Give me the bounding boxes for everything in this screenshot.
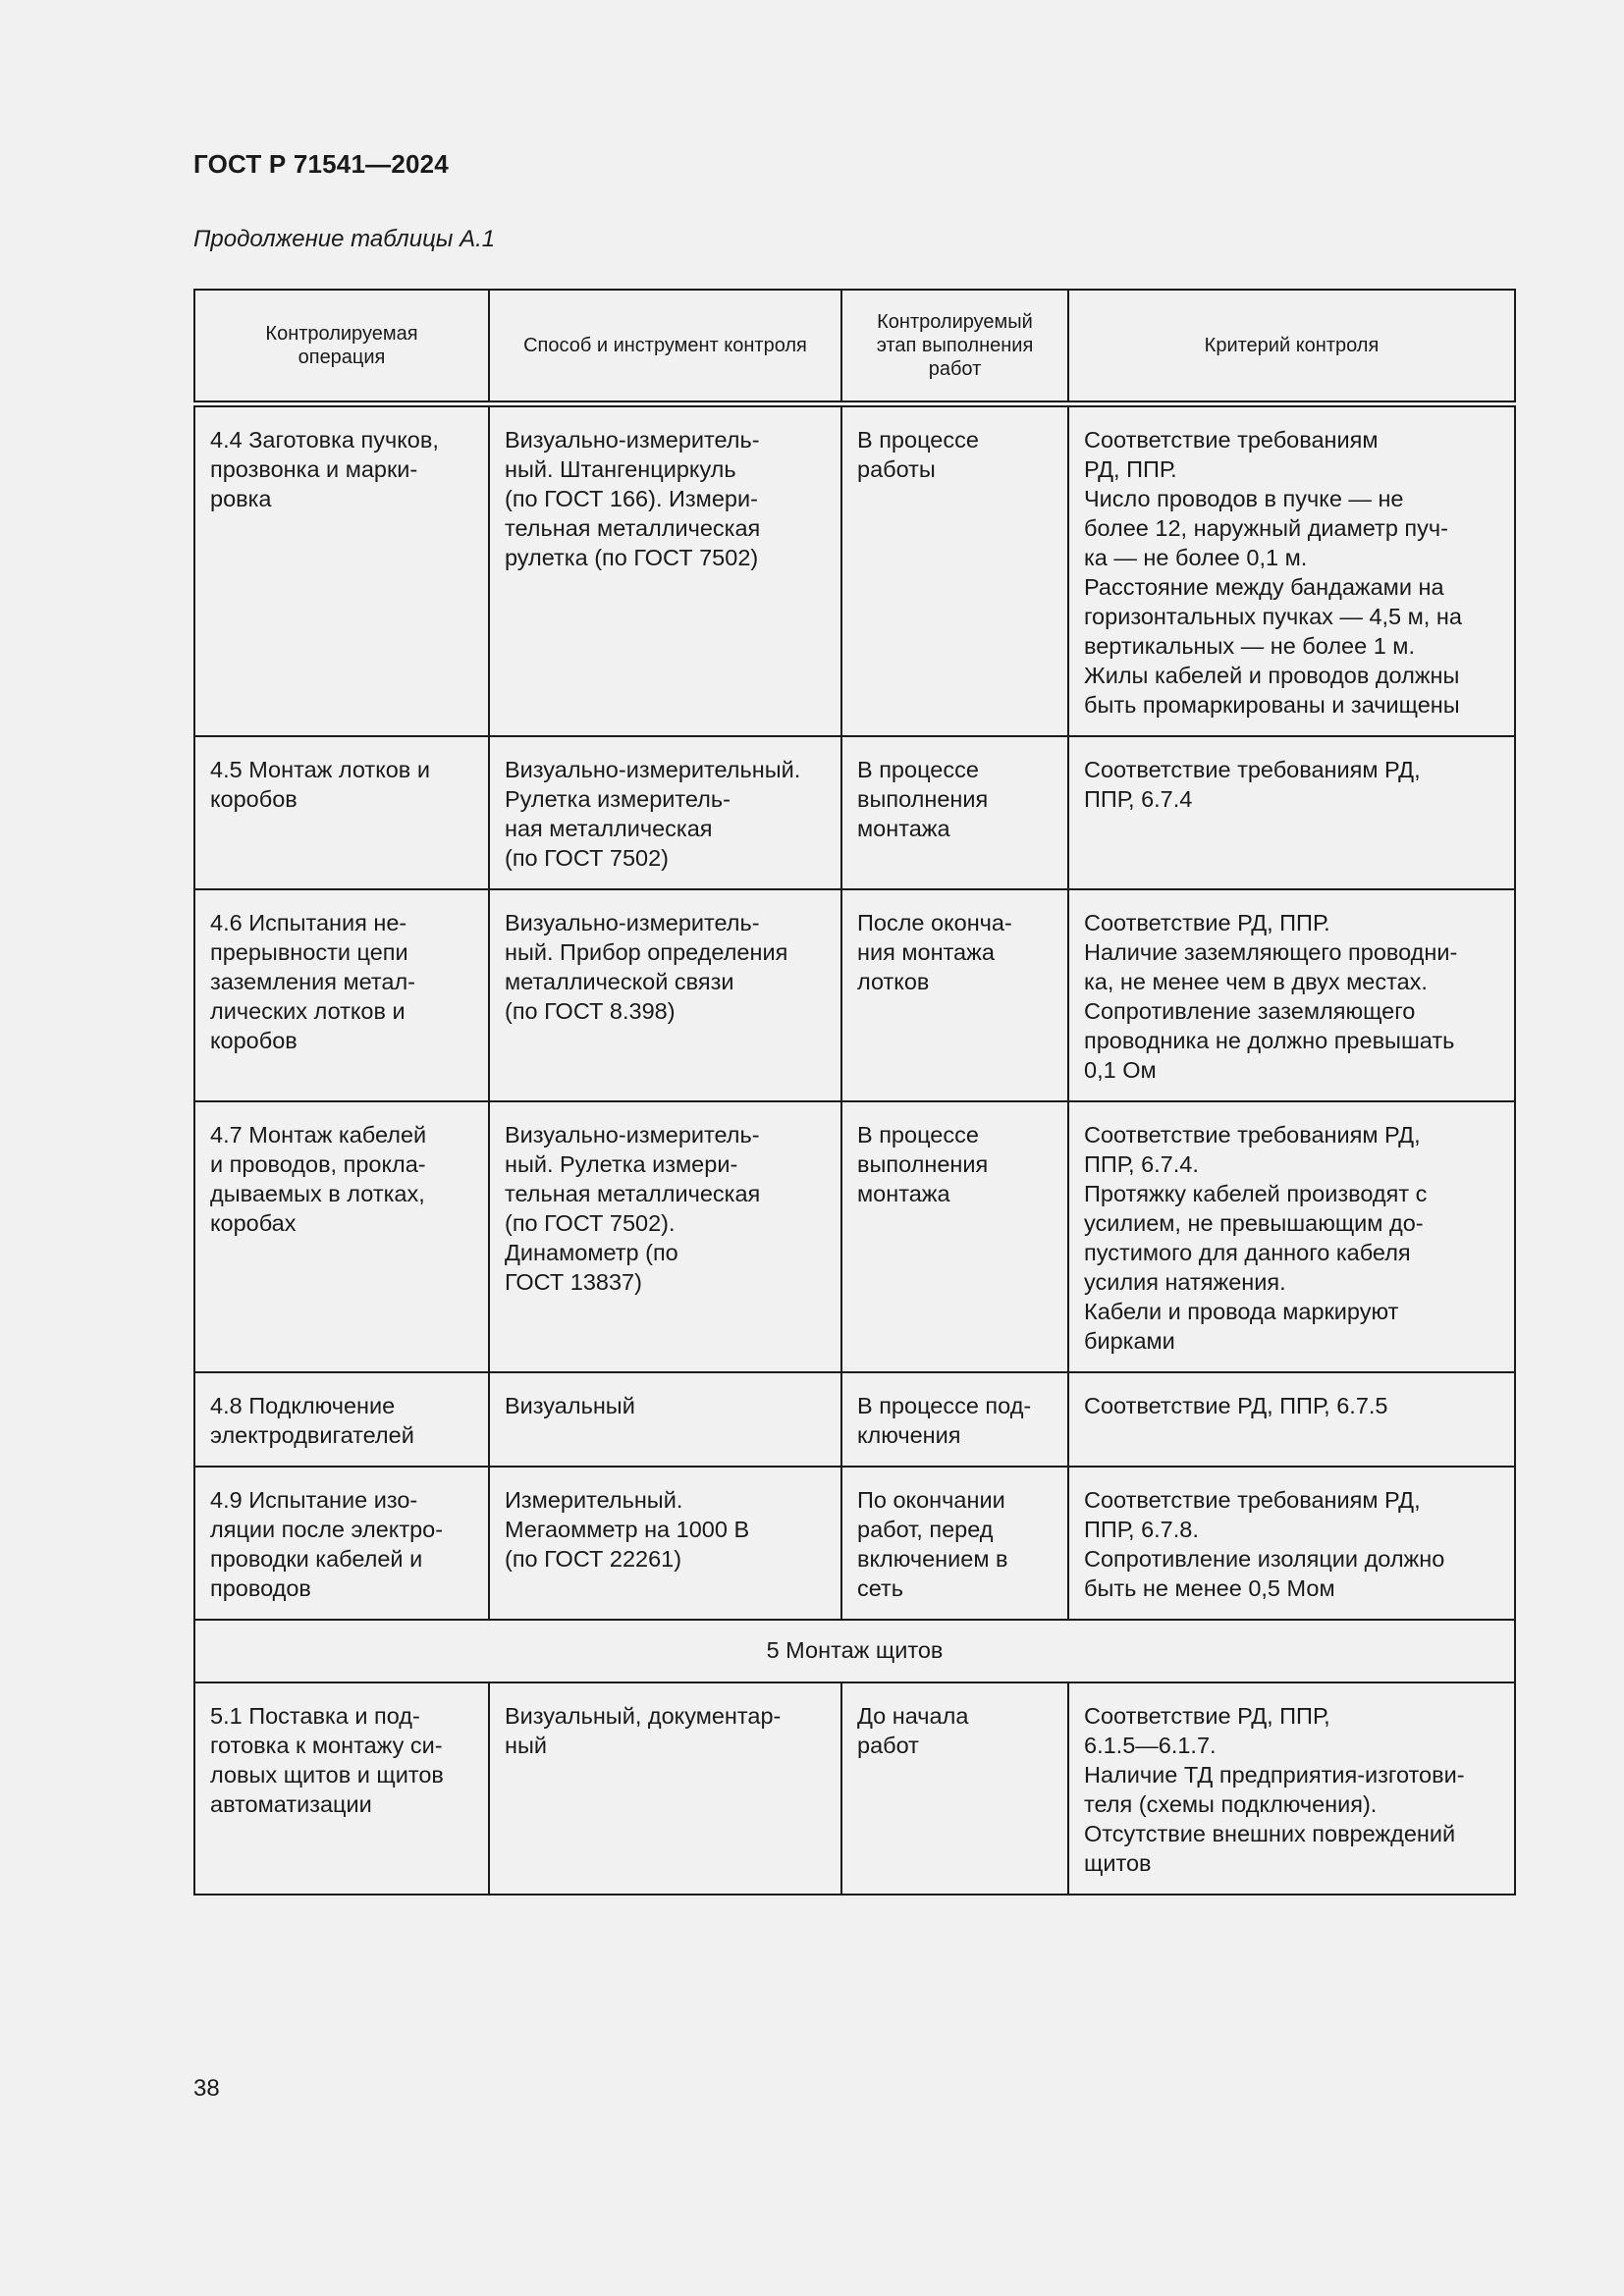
cell-criterion: Соответствие требованиям РД, ППР. Число проводов в пучке — не более 12, наружный диаметр пуч- ка — не более 0,1 м. Расстояние между бандажами на горизонтальных пучках — 4,5 м, на вертикальных — не более 1 м. Жилы кабелей и проводов должны быть промаркированы и зачищены xyxy=(1068,404,1515,737)
column-header-method: Способ и инструмент контроля xyxy=(489,290,841,404)
column-header-stage: Контролируемый этап выполнения работ xyxy=(841,290,1068,404)
document-header: ГОСТ Р 71541—2024 xyxy=(193,149,449,179)
cell-operation: 5.1 Поставка и под- готовка к монтажу си- ловых щитов и щитов автоматизации xyxy=(194,1682,489,1895)
cell-method: Визуально-измерительный. Рулетка измеритель- ная металлическая (по ГОСТ 7502) xyxy=(489,736,841,889)
section-row xyxy=(194,1620,1515,1682)
cell-criterion: Соответствие требованиям РД, ППР, 6.7.4. Протяжку кабелей производят с усилием, не превышающим до- пустимого для данного кабеля усилия натяжения. Кабели и провода маркируют бирками xyxy=(1068,1101,1515,1372)
section-title: 5 Монтаж щитов xyxy=(194,1620,1515,1682)
table-row xyxy=(194,1101,1515,1372)
column-header-operation: Контролируемая операция xyxy=(194,290,489,404)
cell-method: Визуальный, документар- ный xyxy=(489,1682,841,1895)
table-body xyxy=(194,404,1515,1896)
cell-criterion: Соответствие требованиям РД, ППР, 6.7.8. Сопротивление изоляции должно быть не менее 0,5 Мом xyxy=(1068,1467,1515,1620)
table-caption: Продолжение таблицы А.1 xyxy=(193,226,496,252)
cell-stage: До начала работ xyxy=(841,1682,1068,1895)
cell-criterion: Соответствие РД, ППР, 6.7.5 xyxy=(1068,1372,1515,1467)
cell-stage: В процессе работы xyxy=(841,404,1068,737)
cell-stage: В процессе под- ключения xyxy=(841,1372,1068,1467)
cell-criterion: Соответствие РД, ППР, 6.1.5—6.1.7. Наличие ТД предприятия-изготови- теля (схемы подключения). Отсутствие внешних повреждений щитов xyxy=(1068,1682,1515,1895)
cell-criterion: Соответствие РД, ППР. Наличие заземляющего проводни- ка, не менее чем в двух местах. Сопротивление заземляющего проводника не должно превышать 0,1 Ом xyxy=(1068,889,1515,1101)
table-row xyxy=(194,889,1515,1101)
cell-operation: 4.5 Монтаж лотков и коробов xyxy=(194,736,489,889)
cell-stage: По окончании работ, перед включением в сеть xyxy=(841,1467,1068,1620)
cell-method: Визуально-измеритель- ный. Прибор определения металлической связи (по ГОСТ 8.398) xyxy=(489,889,841,1101)
cell-criterion: Соответствие требованиям РД, ППР, 6.7.4 xyxy=(1068,736,1515,889)
table-row xyxy=(194,404,1515,737)
column-header-criterion: Критерий контроля xyxy=(1068,290,1515,404)
cell-operation: 4.6 Испытания не- прерывности цепи заземления метал- лических лотков и коробов xyxy=(194,889,489,1101)
table-row xyxy=(194,736,1515,889)
cell-operation: 4.8 Подключение электродвигателей xyxy=(194,1372,489,1467)
cell-method: Измерительный. Мегаомметр на 1000 В (по ГОСТ 22261) xyxy=(489,1467,841,1620)
table-row xyxy=(194,1682,1515,1895)
page-number: 38 xyxy=(193,2075,220,2102)
cell-stage: В процессе выполнения монтажа xyxy=(841,1101,1068,1372)
table-header xyxy=(194,290,1515,404)
cell-stage: После оконча- ния монтажа лотков xyxy=(841,889,1068,1101)
cell-operation: 4.4 Заготовка пучков, прозвонка и марки- ровка xyxy=(194,404,489,737)
cell-method: Визуально-измеритель- ный. Штангенциркуль (по ГОСТ 166). Измери- тельная металлическая рулетка (по ГОСТ 7502) xyxy=(489,404,841,737)
table-row xyxy=(194,1467,1515,1620)
table-header-row xyxy=(194,290,1515,404)
cell-method: Визуальный xyxy=(489,1372,841,1467)
cell-method: Визуально-измеритель- ный. Рулетка измери- тельная металлическая (по ГОСТ 7502). Динамометр (по ГОСТ 13837) xyxy=(489,1101,841,1372)
control-table xyxy=(193,289,1516,1896)
table-row xyxy=(194,1372,1515,1467)
cell-operation: 4.9 Испытание изо- ляции после электро- проводки кабелей и проводов xyxy=(194,1467,489,1620)
cell-operation: 4.7 Монтаж кабелей и проводов, прокла- дываемых в лотках, коробах xyxy=(194,1101,489,1372)
cell-stage: В процессе выполнения монтажа xyxy=(841,736,1068,889)
